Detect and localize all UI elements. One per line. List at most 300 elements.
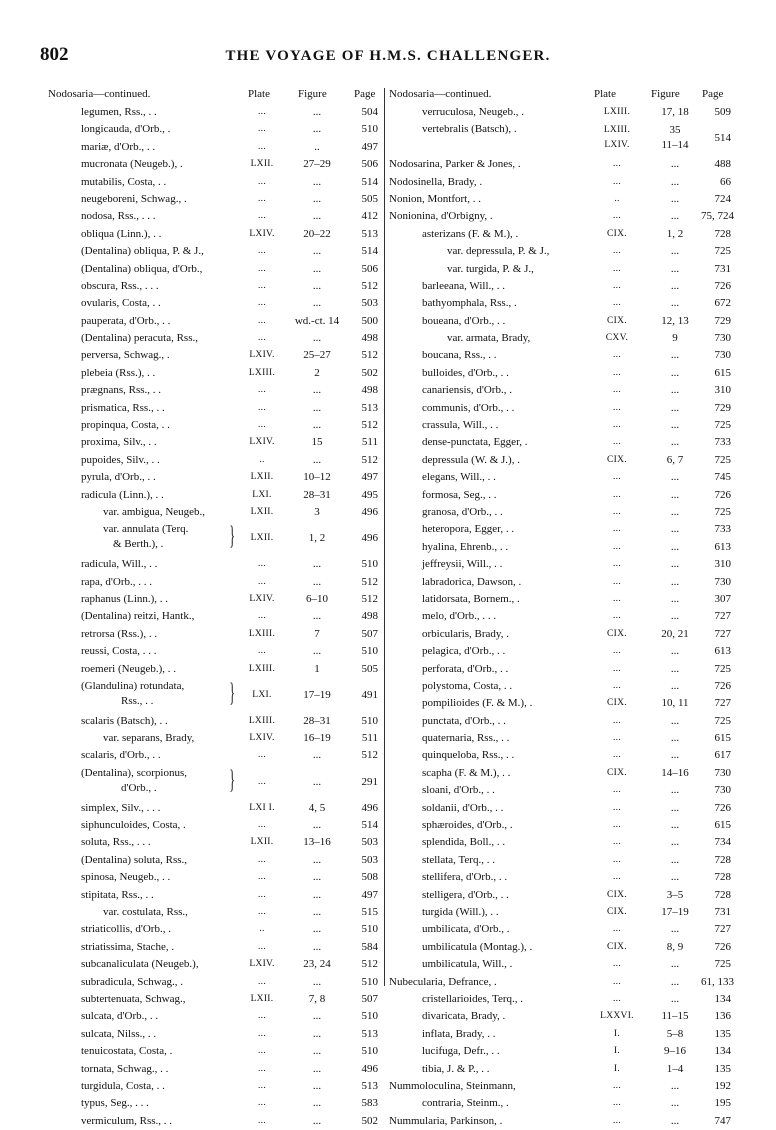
index-entry [48,243,381,260]
entry-name: sulcata, d'Orb., . . [81,1010,159,1023]
entry-figure: ... [312,1010,322,1023]
index-entry [389,400,731,417]
index-entry [48,869,381,886]
entry-page: 613 [714,540,731,553]
entry-figure: 14–16 [661,766,689,779]
entry-figure: ... [312,123,322,136]
entry-figure: ... [312,279,322,292]
index-entry [389,1061,731,1078]
index-entry [48,800,381,817]
entry-figure: ... [670,366,680,379]
index-entry [389,104,731,121]
entry-figure: ... [670,558,680,571]
running-head: THE VOYAGE OF H.M.S. CHALLENGER. [225,48,551,64]
plate-heading: Plate [248,88,270,100]
entry-page: 510 [361,645,378,658]
entry-figure: 17, 18 [661,106,689,118]
entry-page: 733 [714,436,731,449]
entry-plate: CIX. [607,906,627,917]
entry-plate: ... [612,367,622,378]
entry-figure: 1, 2 [666,227,684,240]
entry-page: 136 [714,1010,731,1023]
entry-name: roemeri (Neugeb.), . . [81,662,176,675]
entry-page: 503 [361,297,378,310]
entry-name: pompilioides (F. & M.), . [422,697,533,710]
entry-name: punctata, d'Orb., . . [422,714,506,727]
entry-plate: ... [612,541,622,552]
entry-name: obscura, Rss., . . . [81,279,159,292]
entry-page: 727 [714,610,731,623]
entry-name: divaricata, Brady, . [422,1010,506,1023]
entry-page: 497 [361,888,378,901]
entry-name: bathyomphala, Rss., . [422,297,517,310]
entry-name: scalaris, d'Orb., . . [81,749,161,762]
index-entry [389,1078,731,1095]
entry-figure: ... [312,453,322,466]
entry-name: prægnans, Rss., . . [81,384,162,397]
entry-name: subradicula, Schwag., . [81,975,184,988]
entry-page: 617 [714,749,731,762]
entry-figure: 17–19 [661,905,689,918]
entry-page: 514 [361,819,378,832]
entry-figure: ... [670,419,680,432]
entry-figure: 8, 9 [666,940,684,953]
entry-page: 509 [714,106,731,118]
entry-plate: LXII. [250,506,274,517]
index-entry [48,939,381,956]
index-entry [389,208,734,225]
entry-figure: ... [312,1097,322,1110]
entry-plate: CIX. [607,315,627,326]
entry-page: 61, 133 [701,975,734,988]
entry-page: 134 [714,1045,731,1058]
index-entry [48,278,381,295]
index-entry [48,974,381,991]
entry-figure: ... [312,940,322,953]
entry-page: 615 [714,819,731,832]
entry-figure: ... [670,836,680,849]
entry-plate: ... [612,837,622,848]
entry-page: 510 [361,1045,378,1058]
entry-page: 725 [714,453,731,466]
entry-page: 511 [361,436,378,449]
entry-name: quaternaria, Rss., . . [422,732,510,745]
index-entry [389,834,731,851]
column-heading [389,88,731,104]
entry-figure: ... [670,1114,680,1127]
entry-name: heteropora, Egger, . . [422,523,515,536]
entry-name-line: & Berth.), . [113,538,164,551]
entry-plate: ... [612,437,622,448]
index-entry [389,608,731,625]
entry-figure: ... [670,575,680,588]
entry-page: 500 [361,314,378,327]
entry-plate: ... [257,1046,267,1057]
entry-page: 745 [714,471,731,484]
index-entry [48,661,381,678]
entry-page: 730 [714,349,731,362]
entry-name: soluta, Rss., . . . [81,836,151,849]
entry-name: contraria, Steinm., . [422,1097,509,1110]
entry-figure: ... [312,210,322,223]
entry-plate: LXI I. [249,802,275,813]
entry-name: mariæ, d'Orb., . . [81,140,156,153]
entry-plate: ... [257,776,267,787]
entry-name: turgidula, Costa, . . [81,1079,165,1092]
index-entry [389,1008,731,1025]
entry-name: stipitata, Rss., . . [81,888,154,901]
entry-plate: ... [612,402,622,413]
entry-name: melo, d'Orb., . . . [422,610,497,623]
entry-figure: ... [312,853,322,866]
entry-name: raphanus (Linn.), . . [81,592,169,605]
entry-plate: ... [257,854,267,865]
entry-plate: ... [257,246,267,257]
entry-name: retrorsa (Rss.), . . [81,627,158,640]
entry-name: elegans, Will., . . [422,471,496,484]
entry-page: 725 [714,714,731,727]
entry-name: stellata, Terq., . . [422,853,495,866]
entry-name: (Dentalina) soluta, Rss., [81,853,188,866]
entry-name: scapha (F. & M.), . . [422,766,511,779]
entry-plate: ... [612,576,622,587]
index-entry [389,226,731,243]
entry-figure: ... [670,540,680,553]
index-entry [48,1095,381,1112]
entry-figure: ... [670,853,680,866]
entry-plate: LXIII. [248,367,276,378]
entry-name: boucana, Rss., . . [422,349,497,362]
entry-plate: ... [612,924,622,935]
entry-plate: ... [612,820,622,831]
entry-page: 725 [714,662,731,675]
entry-plate: ... [257,124,267,135]
entry-name: pupoides, Silv., . . [81,453,160,466]
entry-name: perforata, d'Orb., . . [422,662,509,675]
entry-figure: 3 [314,505,320,518]
entry-page: 508 [361,871,378,884]
entry-page: 134 [714,992,731,1005]
entry-name: striatissima, Stache, . [81,940,175,953]
entry-plate: ... [257,1028,267,1039]
index-entry [389,939,731,956]
entry-name: quinqueloba, Rss., . . [422,749,515,762]
entry-page: 513 [361,227,378,240]
index-entry [48,295,381,312]
entry-figure: 5–8 [666,1027,684,1040]
entry-name: sloani, d'Orb., . . [422,784,495,797]
entry-figure: ... [670,262,680,275]
entry-page: 504 [361,106,378,118]
entry-name: latidorsata, Bornem., . [422,592,520,605]
index-entry [389,1113,731,1130]
index-entry [48,452,381,469]
index-entry [48,991,381,1008]
index-entry [48,191,381,208]
entry-page: 66 [720,175,731,188]
entry-page: 512 [361,419,378,432]
index-entry [48,817,381,834]
entry-plate: LXII. [250,837,274,848]
entry-page: 498 [361,610,378,623]
entry-plate: LXIV. [249,733,275,744]
entry-page: 507 [361,627,378,640]
entry-name: reussi, Costa, . . . [81,645,157,658]
entry-plate: ... [612,263,622,274]
entry-page: 195 [714,1097,731,1110]
entry-figure: ... [670,679,680,692]
entry-page: 511 [361,732,378,745]
index-entry [389,956,731,973]
entry-name: Nubecularia, Defrance, . [389,975,497,988]
entry-page: 514 [361,175,378,188]
index-entry [48,678,381,713]
entry-page: 505 [361,662,378,675]
entry-plate: LXIII. [248,663,276,674]
index-entry [48,400,381,417]
entry-plate: ... [257,889,267,900]
entry-figure: ... [670,192,680,205]
entry-plate: ... [612,593,622,604]
entry-page: 613 [714,645,731,658]
entry-name: vertebralis (Batsch), . [422,123,517,136]
entry-plate: LXI. [252,689,272,700]
index-entry [389,504,731,521]
entry-plate [586,123,648,153]
index-entry [389,313,731,330]
entry-plate: ... [612,993,622,1004]
entry-plate: LXXVI. [600,1011,634,1022]
entry-figure: ... [670,975,680,988]
entry-page: 730 [714,766,731,779]
entry-page: 307 [714,592,731,605]
entry-plate: ... [257,141,267,152]
entry-figure: 20, 21 [661,627,689,640]
entry-figure: 3–5 [666,888,684,901]
entry-name: boueana, d'Orb., . . [422,314,506,327]
entry-figure: 23, 24 [303,958,331,971]
entry-plate: ... [257,646,267,657]
index-entry [48,330,381,347]
entry-figure: ... [670,923,680,936]
entry-page: 724 [714,192,731,205]
entry-plate: ... [612,680,622,691]
brace-mark: } [229,764,236,794]
entry-figure: ... [670,175,680,188]
entry-name: canariensis, d'Orb., . [422,384,512,397]
index-entry [389,243,731,260]
entry-page: 512 [361,279,378,292]
entry-plate: ... [612,559,622,570]
genus-heading: Nodosaria—continued. [48,88,151,100]
entry-name: (Dentalina) reitzi, Hantk., [81,610,195,623]
entry-page: 733 [714,523,731,536]
index-entry [48,156,381,173]
entry-name: splendida, Boll., . . [422,836,506,849]
plate-line: LXIII. [603,125,631,136]
index-entry [389,991,731,1008]
entry-figure: ... [670,592,680,605]
entry-name: radicula, Will., . . [81,558,158,571]
entry-name: vermiculum, Rss., . . [81,1114,173,1127]
entry-name: var. depressula, P. & J., [447,245,550,258]
entry-page: 497 [361,471,378,484]
entry-name: verruculosa, Neugeb., . [422,106,525,118]
entry-name: labradorica, Dawson, . [422,575,522,588]
entry-name [81,679,184,709]
entry-figure: ... [670,488,680,501]
entry-figure: ... [670,210,680,223]
index-entry [48,504,381,521]
entry-plate: ... [612,350,622,361]
index-column-left [48,88,381,1130]
index-entry [389,156,731,173]
entry-name: umbilicata, d'Orb., . [422,923,510,936]
entry-plate: ... [257,820,267,831]
entry-name [81,766,187,796]
entry-page: 515 [361,906,378,919]
entry-figure: ... [670,523,680,536]
entry-figure: ... [670,436,680,449]
entry-figure: ... [312,819,322,832]
entry-figure: 7, 8 [308,992,326,1005]
index-entry [48,904,381,921]
figure-heading: Figure [651,88,680,100]
entry-page: 728 [714,227,731,240]
index-entry [389,713,731,730]
index-entry [389,800,731,817]
page-heading: Page [354,88,376,100]
index-entry [48,556,381,573]
entry-page: 495 [361,488,378,501]
index-entry [48,487,381,504]
entry-figure: ... [670,349,680,362]
index-entry [389,121,731,156]
index-entry [48,765,381,800]
entry-name: obliqua (Linn.), . . [81,227,162,240]
plate-heading: Plate [594,88,616,100]
entry-name: turgida (Will.), . . [422,905,499,918]
entry-plate: ... [612,472,622,483]
entry-plate: ... [612,611,622,622]
index-entry [48,313,381,330]
index-entry [389,661,731,678]
entry-name-line: d'Orb., . [121,781,157,794]
entry-figure: ... [312,888,322,901]
index-entry [389,539,731,556]
entry-plate: ... [257,1080,267,1091]
entry-plate: ... [257,280,267,291]
entry-name: soldanii, d'Orb., . . [422,801,504,814]
entry-name: dense-punctata, Egger, . [422,436,528,449]
index-entry [48,104,381,121]
entry-figure: ... [670,871,680,884]
index-entry [48,834,381,851]
entry-page: 728 [714,871,731,884]
entry-plate: ... [257,263,267,274]
index-entry [389,556,731,573]
entry-figure: 1–4 [666,1062,684,1075]
entry-name: simplex, Silv., . . . [81,801,161,814]
entry-name: jeffreysii, Will., . . [422,558,503,571]
entry-figure: ... [670,158,680,171]
entry-figure: ... [312,610,322,623]
entry-figure: ... [670,471,680,484]
entry-page: 510 [361,123,378,136]
entry-plate: ... [612,750,622,761]
entry-plate: ... [257,420,267,431]
entry-plate: LXIV. [249,228,275,239]
index-entry [389,434,731,451]
entry-figure: ... [312,1079,322,1092]
entry-plate: LXIII. [603,107,631,117]
entry-page: 505 [361,192,378,205]
entry-name: hyalina, Ehrenb., . . [422,540,509,553]
entry-plate: LXIII. [248,628,276,639]
entry-page: 734 [714,836,731,849]
index-entry [389,921,731,938]
entry-name: siphunculoides, Costa, . [81,819,186,832]
entry-page: 135 [714,1062,731,1075]
entry-page: 507 [361,992,378,1005]
entry-page: 510 [361,923,378,936]
entry-page: 730 [714,575,731,588]
index-entry [48,521,381,556]
figure-heading: Figure [298,88,327,100]
entry-figure: ... [312,106,322,118]
entry-plate: LXIII. [248,715,276,726]
entry-plate: ... [612,211,622,222]
entry-name: sphæroides, d'Orb., . [422,819,513,832]
entry-plate: ... [612,159,622,170]
entry-plate: ... [257,193,267,204]
entry-figure: ... [670,749,680,762]
entry-figure: ... [670,645,680,658]
index-entry [48,643,381,660]
entry-plate: ... [257,941,267,952]
entry-figure: ... [312,1045,322,1058]
entry-name: radicula (Linn.), . . [81,488,164,501]
entry-page: 727 [714,697,731,710]
entry-page: 135 [714,1027,731,1040]
index-entry [48,174,381,191]
entry-figure: 28–31 [303,714,331,727]
entry-figure: ... [312,871,322,884]
entry-page: 731 [714,262,731,275]
entry-figure: ... [312,1114,322,1127]
index-entry [48,956,381,973]
index-entry [48,261,381,278]
entry-plate: ... [612,280,622,291]
entry-figure: wd.-ct. 14 [294,314,340,327]
entry-page: 513 [361,1079,378,1092]
entry-figure: 2 [314,366,320,379]
index-entry [48,921,381,938]
entry-figure: ... [670,801,680,814]
figure-line: 35 [669,124,681,137]
entry-figure: ... [670,610,680,623]
entry-figure: ... [670,297,680,310]
index-entry [389,765,731,782]
entry-page: 726 [714,279,731,292]
entry-name: rapa, d'Orb., . . . [81,575,153,588]
entry-name: formosa, Seg., . . [422,488,497,501]
entry-plate: ... [257,872,267,883]
entry-page: 725 [714,506,731,518]
entry-name: granosa, d'Orb., . . [422,506,503,518]
entry-figure: ... [670,279,680,292]
entry-name: Nodosarina, Parker & Jones, . [389,158,521,171]
